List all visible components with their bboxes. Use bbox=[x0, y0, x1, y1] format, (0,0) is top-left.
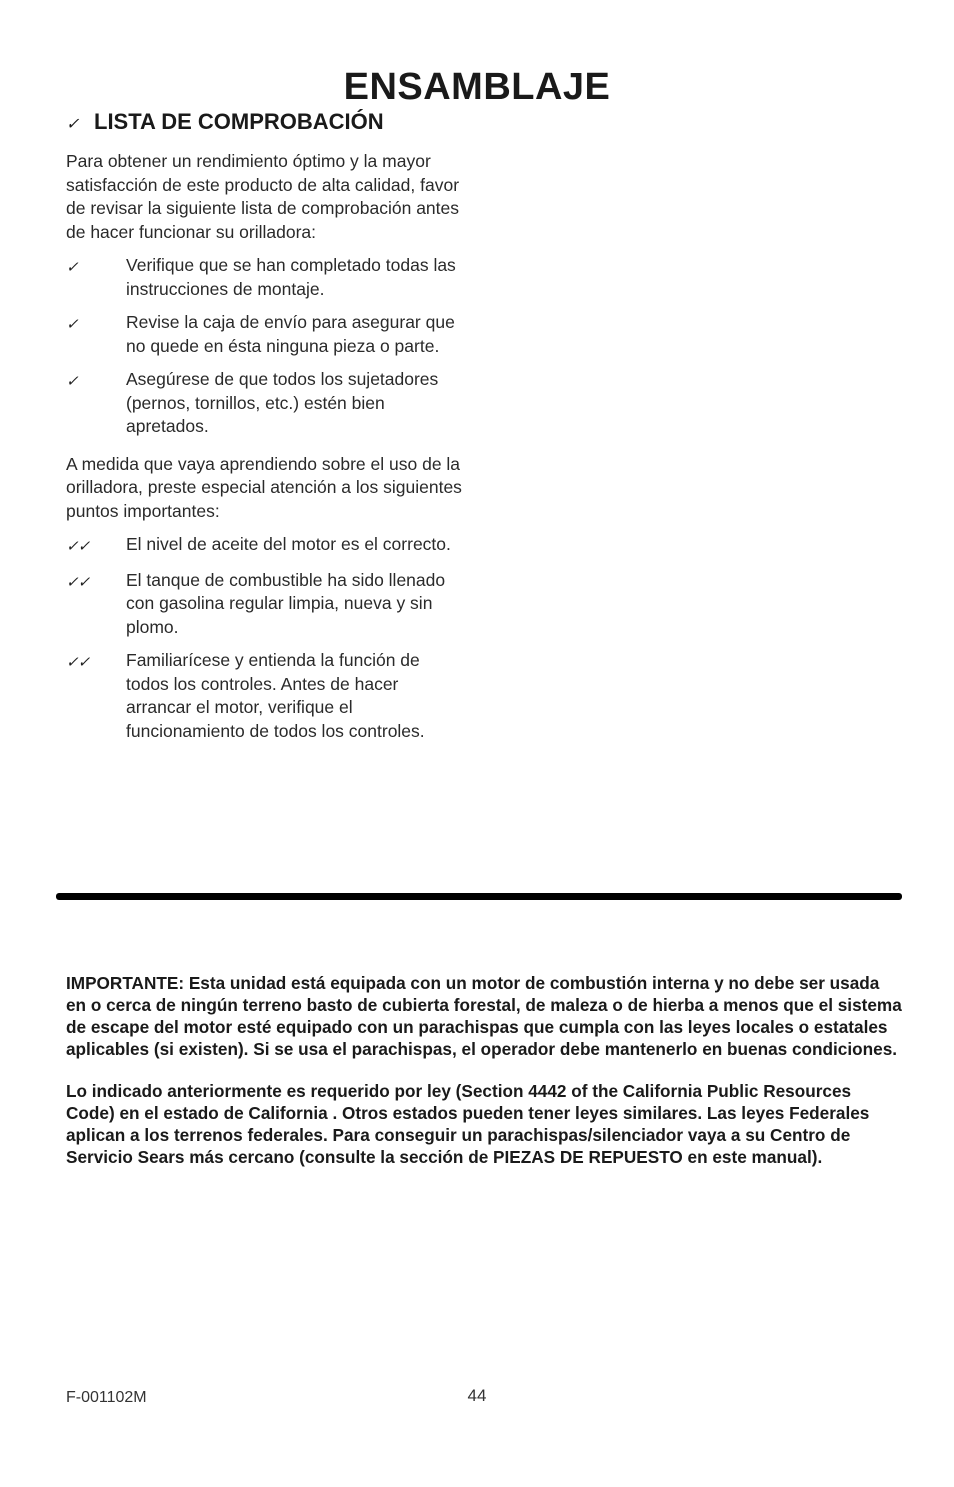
checklist-intro: Para obtener un rendimiento óptimo y la mayor satisfacción de este producto de alta calidad, favor de revisar la siguiente lista de comprobación antes de hacer funcionar su orilladora: bbox=[66, 151, 460, 242]
section-heading-label: LISTA DE COMPROBACIÓN bbox=[94, 109, 384, 134]
section-heading bbox=[66, 108, 384, 139]
important-item-text: El tanque de combustible ha sido llenado con gasolina regular limpia, nueva y sin plomo. bbox=[126, 569, 446, 637]
spark-arrester-notice bbox=[66, 972, 902, 1188]
double-checkmark-icon: ✓✓ bbox=[66, 573, 90, 591]
checklist-item bbox=[66, 311, 466, 358]
page-title: ENSAMBLAJE bbox=[343, 66, 611, 108]
important-item bbox=[66, 533, 466, 559]
document-code: F-001102M bbox=[66, 1389, 147, 1406]
double-checkmark-icon: ✓✓ bbox=[66, 538, 90, 555]
section-divider bbox=[56, 893, 902, 900]
checkmark-icon: ✓ bbox=[66, 259, 78, 276]
double-checkmark-icon: ✓✓ bbox=[66, 654, 90, 671]
checklist-item bbox=[66, 254, 466, 301]
important-points-intro: A medida que vaya aprendiendo sobre el uso de la orilladora, preste especial atención a los siguientes puntos importantes: bbox=[66, 453, 462, 521]
important-item bbox=[66, 649, 466, 743]
page-number: 44 bbox=[467, 1386, 487, 1405]
notice-paragraph: Lo indicado anteriormente es requerido por ley (Section 4442 of the California Public Resources Code) en el estado de California . Otros estados pueden tener leyes similares. Las leyes Federales aplican a los terrenos federales. Para conseguir un parachispas/silenciador vaya a su Centro de Servicio Sears más cercano (consulte la sección de PIEZAS DE REPUESTO en este manual). bbox=[66, 1081, 870, 1167]
checklist-item-text: Verifique que se han completado todas las instrucciones de montaje. bbox=[126, 255, 456, 299]
important-item-text: El nivel de aceite del motor es el correcto. bbox=[126, 534, 451, 554]
important-item-text: Familiarícese y entienda la función de todos los controles. Antes de hacer arrancar el motor, verifique el funcionamiento de todos los controles. bbox=[126, 650, 425, 741]
checkmark-icon: ✓ bbox=[66, 316, 78, 333]
checklist-item bbox=[66, 368, 466, 439]
checklist-item-text: Asegúrese de que todos los sujetadores (pernos, tornillos, etc.) estén bien apretados. bbox=[126, 369, 439, 436]
checkmark-icon: ✓ bbox=[66, 373, 78, 390]
checkmark-icon: ✓ bbox=[66, 116, 80, 133]
checklist-item-text: Revise la caja de envío para asegurar que no quede en ésta ninguna pieza o parte. bbox=[126, 312, 455, 356]
notice-paragraph: IMPORTANTE: Esta unidad está equipada con un motor de combustión interna y no debe ser usada en o cerca de ningún terreno basto de cubierta forestal, de maleza o de hierba a menos que el sistema de escape del motor esté equipado con un parachispas que cumpla con las leyes locales o estatales aplicables (si existen). Si se usa el parachispas, el operador debe mantenerlo en buenas condiciones. bbox=[66, 973, 902, 1059]
checklist-column bbox=[66, 150, 466, 753]
important-item bbox=[66, 569, 466, 640]
